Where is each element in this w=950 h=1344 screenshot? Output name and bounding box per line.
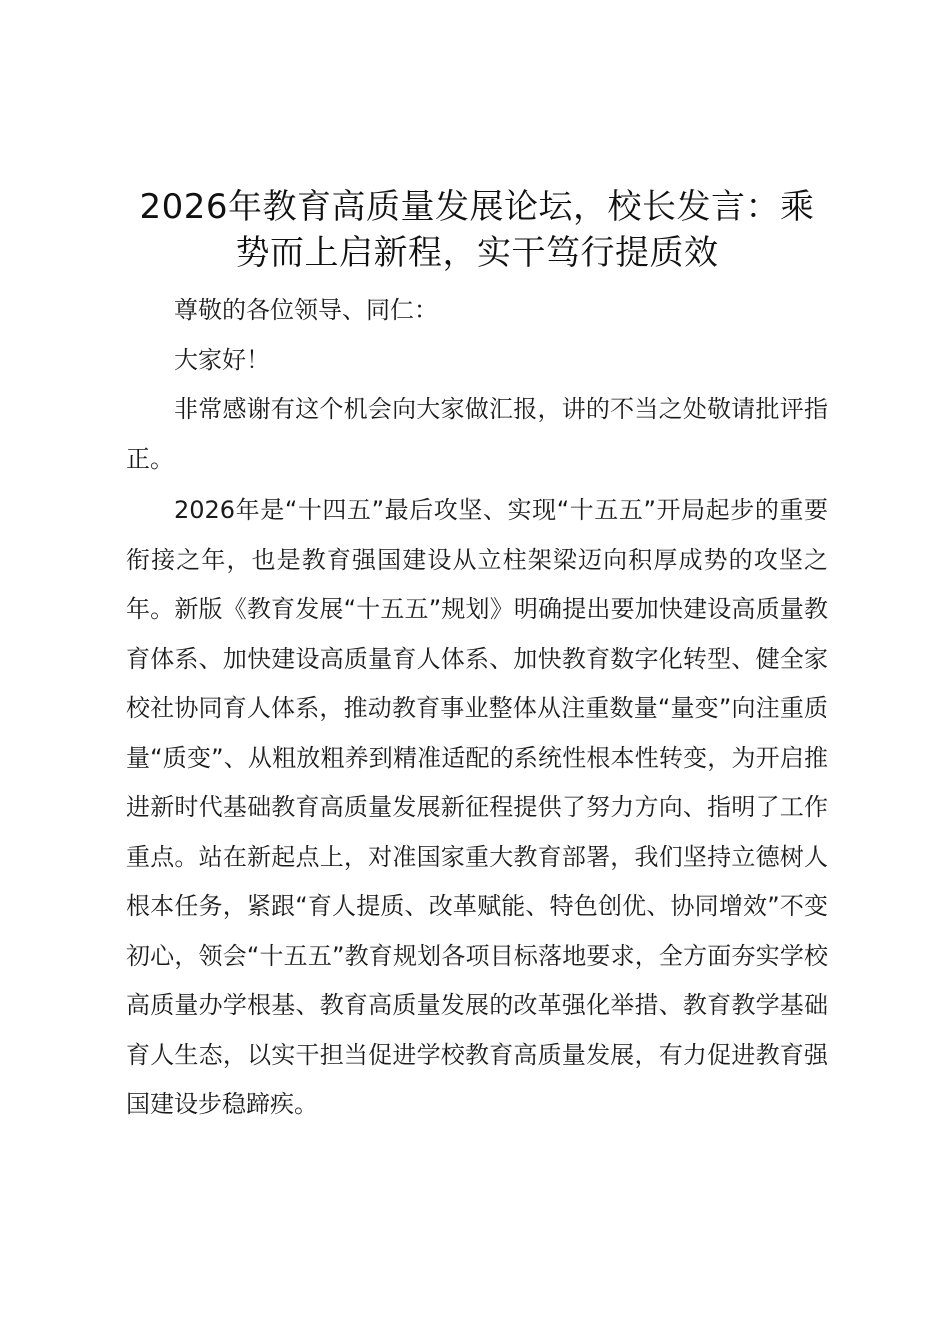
paragraph-body: 2026年是“十四五”最后攻坚、实现“十五五”开局起步的重要衔接之年，也是教育强国建设从立柱架梁迈向积厚成势的攻坚之年。新版《教育发展“十五五”规划》明确提出要加快建设高质量教育体系、加快建设高质量育人体系、加快教育数字化转型、健全家校社协同育人体系，推动教育事业整体从注重数量“量变”向注重质量“质变”、从粗放粗养到精准适配的系统性根本性转变，为开启推进新时代基础教育高质量发展新征程提供了努力方向、指明了工作重点。站在新起点上，对准国家重大教育部署，我们坚持立德树人根本任务，紧跟“育人提质、改革赋能、特色创优、协同增效”不变初心，领会“十五五”教育规划各项目标落地要求，全方面夯实学校高质量办学根基、教育高质量发展的改革强化举措、教育教学基础育人生态，以实干担当促进学校教育高质量发展，有力促进教育强国建设步稳蹄疾。 [126,496,828,1118]
salutation: 尊敬的各位领导、同仁： [174,296,438,324]
document-title: 2026年教育高质量发展论坛，校长发言：乘势而上启新程，实干笃行提质效 [139,187,815,273]
paragraph-intro: 非常感谢有这个机会向大家做汇报，讲的不当之处敬请批评指正。 [126,395,828,473]
greeting: 大家好！ [174,345,270,374]
